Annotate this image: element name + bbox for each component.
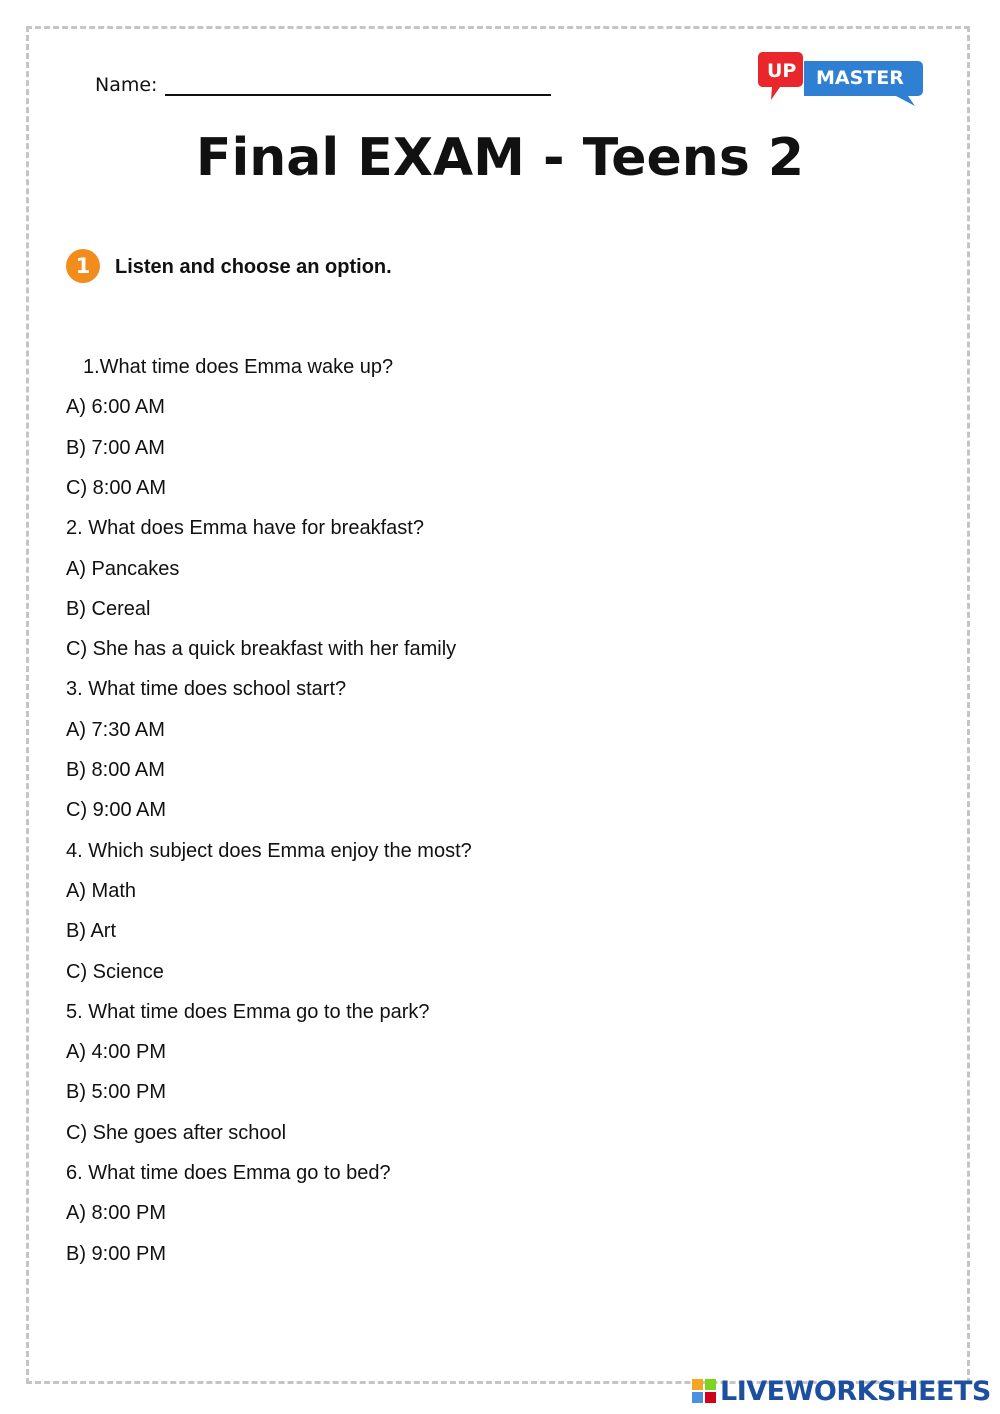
question-text: 4. Which subject does Emma enjoy the most? bbox=[66, 839, 472, 862]
answer-option[interactable]: B) 9:00 PM bbox=[66, 1242, 167, 1265]
answer-option[interactable]: A) 7:30 AM bbox=[66, 718, 165, 741]
name-row bbox=[95, 66, 551, 96]
answer-option[interactable]: C) She goes after school bbox=[66, 1121, 287, 1144]
instruction-number-badge: 1 bbox=[66, 249, 100, 283]
answer-option[interactable]: B) Art bbox=[66, 920, 117, 943]
upmaster-logo bbox=[758, 52, 924, 110]
answer-option[interactable]: B) 7:00 AM bbox=[66, 436, 165, 459]
answer-option[interactable]: A) Pancakes bbox=[66, 557, 180, 580]
name-label: Name: bbox=[95, 74, 158, 96]
answer-option[interactable]: A) 4:00 PM bbox=[66, 1041, 167, 1064]
question-text: 6. What time does Emma go to bed? bbox=[66, 1162, 391, 1184]
logo-up-text: UP bbox=[767, 60, 797, 82]
liveworksheets-logo bbox=[692, 1374, 991, 1408]
logo-master-text: MASTER bbox=[816, 67, 904, 89]
answer-option[interactable]: B) 5:00 PM bbox=[66, 1081, 167, 1104]
page-title: Final EXAM - Teens 2 bbox=[195, 128, 805, 188]
answer-option[interactable]: C) 8:00 AM bbox=[66, 476, 167, 499]
question-text: 1.What time does Emma wake up? bbox=[83, 356, 394, 378]
question-text: 3. What time does school start? bbox=[66, 678, 347, 701]
question-text: 2. What does Emma have for breakfast? bbox=[66, 517, 424, 540]
answer-option[interactable]: B) 8:00 AM bbox=[66, 759, 165, 781]
answer-option[interactable]: C) 9:00 AM bbox=[66, 799, 167, 822]
liveworksheets-icon bbox=[692, 1379, 716, 1403]
instruction-text: Listen and choose an option. bbox=[115, 256, 392, 278]
liveworksheets-brand: LIVEWORKSHEETS bbox=[720, 1375, 991, 1407]
answer-option[interactable]: C) She has a quick breakfast with her family bbox=[66, 638, 457, 661]
answer-option[interactable]: C) Science bbox=[66, 960, 164, 983]
answer-option[interactable]: B) Cereal bbox=[66, 597, 151, 620]
question-text: 5. What time does Emma go to the park? bbox=[66, 1000, 430, 1023]
answer-option[interactable]: A) Math bbox=[66, 879, 137, 902]
answer-option[interactable]: A) 6:00 AM bbox=[66, 396, 165, 419]
name-input-line[interactable] bbox=[165, 72, 551, 96]
answer-option[interactable]: A) 8:00 PM bbox=[66, 1202, 167, 1225]
